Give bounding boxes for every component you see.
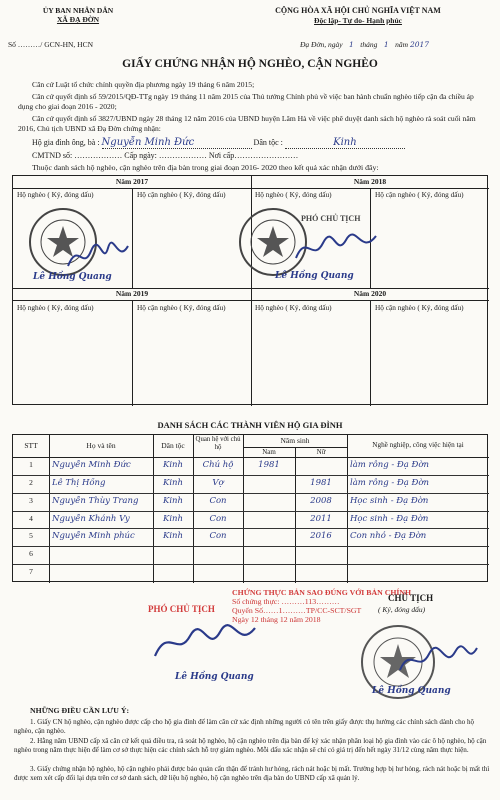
table-cell-stt: 3: [29, 495, 33, 505]
chairman-name: Lê Hồng Quang: [372, 686, 451, 696]
preamble-3: Căn cứ quyết định số 3827/UBND ngày 28 tháng 12 năm 2016 của UBND huyện Lâm Hà về việc phê duyệt danh sách hộ nghèo rà soát cuối năm 2016, Chủ tịch UBND xã Đạ Đờn chứng nhận:: [18, 114, 476, 133]
national-title: CỘNG HÒA XÃ HỘI CHỦ NGHĨA VIỆT NAM: [275, 6, 441, 15]
table-cell-relation: Con: [209, 513, 227, 524]
household-statement: Thuộc danh sách hộ nghèo, cận nghèo trên địa bàn trong giai đoạn 2016- 2020 theo kết quả xác nhận dưới đây:: [32, 163, 379, 172]
col-header-job: Nghề nghiệp, công việc hiện tại: [372, 441, 464, 449]
year-2017-near-poor: Hộ cận nghèo ( Ký, đóng dấu): [137, 190, 226, 199]
document-number: Số ………/ GCN-HN, HCN: [8, 40, 94, 49]
year-2017-poor: Hộ nghèo ( Ký, đóng dấu): [17, 190, 94, 199]
note-3: 3. Giấy chứng nhận hộ nghèo, hộ cận nghèo phải được bảo quản cẩn thận để tránh hư hỏng, rách nát hoặc bị mất. Trường hợp bị hư hỏng, rách nát hoặc bị mất thì được xem xét cấp đổi lại dựa trên cơ sở danh sách, dữ liệu hộ nghèo, hộ cận nghèo trên địa bàn do UBND cấp xã quản lý.: [14, 765, 490, 782]
col-header-relation: Quan hệ với chủ hộ: [195, 436, 241, 451]
signer-2017-name: Lê Hồng Quang: [33, 272, 112, 282]
year-2020-poor: Hộ nghèo ( Ký, đóng dấu): [255, 303, 332, 312]
col-header-name: Họ và tên: [86, 441, 116, 450]
table-cell-job: Học sinh - Đạ Đờn: [350, 495, 429, 506]
certified-copy-stamp: CHỨNG THỰC BẢN SAO ĐÚNG VỚI BẢN CHÍNH Số chứng thực: ………113……… Quyển Số……1………TP/CC-SCT/SGT Ngày 12 tháng 12 năm 2018: [232, 588, 412, 624]
members-title: DANH SÁCH CÁC THÀNH VIÊN HỘ GIA ĐÌNH: [157, 420, 343, 430]
table-cell-ethnic: Kinh: [162, 513, 184, 524]
signer-2018-title: PHÓ CHỦ TỊCH: [301, 214, 361, 223]
col-header-stt: STT: [24, 441, 38, 450]
signature-mark: [150, 618, 260, 668]
table-cell-stt: 2: [29, 477, 33, 487]
table-cell-stt: 5: [29, 531, 33, 541]
year-2020-near-poor: Hộ cận nghèo ( Ký, đóng dấu): [375, 303, 464, 312]
col-header-female: Nữ: [316, 448, 326, 456]
table-cell-ethnic: Kinh: [162, 495, 184, 506]
table-cell-female: 2016: [310, 531, 332, 542]
household-ethnic: Kinh: [285, 137, 405, 149]
issuer-line2: XÃ ĐẠ ĐỜN: [56, 15, 100, 24]
year-2020-label: Năm 2020: [353, 289, 387, 298]
deputy-chairman-name: Lê Hồng Quang: [175, 672, 254, 682]
year-2018-near-poor: Hộ cận nghèo ( Ký, đóng dấu): [375, 190, 464, 199]
table-cell-name: Lê Thị Hồng: [52, 477, 106, 488]
table-cell-name: Nguyễn Minh phúc: [52, 531, 135, 542]
table-cell-name: Nguyễn Thùy Trang: [52, 495, 139, 506]
member-rows: [13, 458, 489, 583]
col-header-ethnic: Dân tộc: [161, 441, 185, 450]
household-head-row: Hộ gia đình ông, bà : Nguyễn Minh Đức Dân tộc : Kinh: [32, 137, 405, 149]
issuer-line1: ỦY BAN NHÂN DÂN: [42, 6, 114, 15]
year-2019-poor: Hộ nghèo ( Ký, đóng dấu): [17, 303, 94, 312]
table-row: [13, 494, 489, 512]
table-cell-relation: Vợ: [212, 477, 224, 488]
signature-mark: [395, 640, 480, 680]
col-header-male: Nam: [262, 448, 276, 456]
table-cell-ethnic: Kinh: [162, 531, 184, 542]
preamble-2: Căn cứ quyết định số 59/2015/QĐ-TTg ngày 19 tháng 11 năm 2015 của Thủ tướng Chính phủ về việc ban hành chuẩn nghèo tiếp cận đa chiều áp dụng cho giai đoạn 2016 - 2020;: [18, 92, 474, 111]
table-cell-stt: 7: [29, 567, 33, 577]
notes-title: NHỮNG ĐIỀU CẦN LƯU Ý:: [30, 706, 130, 715]
document-title: GIẤY CHỨNG NHẬN HỘ NGHÈO, CẬN NGHÈO: [122, 58, 378, 70]
household-head-name: Nguyễn Minh Đức: [102, 137, 252, 149]
table-row: [13, 476, 489, 494]
table-cell-stt: 1: [29, 460, 33, 469]
table-cell-stt: 6: [29, 549, 33, 559]
table-cell-job: làm rông - Đạ Đờn: [350, 477, 430, 488]
table-cell-name: Nguyễn Khánh Vy: [52, 513, 130, 524]
grid-line: [132, 300, 133, 406]
grid-line: [13, 188, 489, 189]
table-cell-female: 2011: [310, 513, 332, 524]
table-row: [13, 547, 489, 565]
table-row: [13, 565, 489, 583]
table-cell-relation: Chủ hộ: [202, 460, 234, 470]
issue-date: Đạ Đờn, ngày 1 tháng 1 năm 2017: [300, 40, 430, 49]
table-cell-female: 2008: [310, 495, 332, 506]
grid-line: [370, 300, 371, 406]
grid-line: [13, 300, 489, 301]
table-cell-job: Học sinh - Đạ Đờn: [350, 513, 429, 524]
table-cell-ethnic: Kinh: [162, 460, 184, 470]
table-row: [13, 529, 489, 547]
members-table: [12, 434, 488, 582]
table-cell-relation: Con: [209, 531, 227, 542]
table-cell-job: Con nhỏ - Đạ Đờn: [350, 531, 427, 542]
deputy-chairman-title: PHÓ CHỦ TỊCH: [148, 604, 215, 614]
chairman-sign-note: ( Ký, đóng dấu): [378, 605, 426, 614]
national-motto: Độc lập- Tự do- Hạnh phúc: [314, 16, 402, 25]
table-cell-job: làm rông - Đạ Đờn: [350, 460, 430, 470]
table-row: [13, 458, 489, 476]
signer-2018-name: Lê Hồng Quang: [275, 271, 354, 281]
table-cell-name: Nguyễn Minh Đức: [52, 460, 131, 470]
table-row: [13, 512, 489, 530]
note-2: 2. Hằng năm UBND cấp xã căn cứ kết quả điều tra, rà soát hộ nghèo, hộ cận nghèo trên địa bàn để ký xác nhận phân loại hộ gia đình vào các ô hộ nghèo, hộ cận nghèo trong năm thực hiện để làm cơ sở thực hiện các chính sách hỗ trợ giảm nghèo. Mỗi dấu xác nhận sẽ chỉ có giá trị đến hết ngày 31/12 cùng năm thực hiện.: [14, 737, 487, 754]
year-2018-poor: Hộ nghèo ( Ký, đóng dấu): [255, 190, 332, 199]
year-2018-label: Năm 2018: [353, 177, 387, 186]
table-cell-male: 1981: [258, 460, 280, 470]
table-cell-stt: 4: [29, 513, 33, 523]
note-1: 1. Giấy CN hộ nghèo, cận nghèo được cấp cho hộ gia đình để làm căn cứ xác định những người có tên trên giấy được thụ hưởng các chính sách dành cho hộ nghèo, cận nghèo.: [14, 718, 475, 735]
table-cell-relation: Con: [209, 495, 227, 506]
preamble-1: Căn cứ Luật tổ chức chính quyền địa phương ngày 19 tháng 6 năm 2015;: [32, 80, 255, 89]
chairman-title: CHỦ TỊCH: [388, 593, 434, 603]
year-2017-label: Năm 2017: [115, 177, 149, 186]
signature-mark: [291, 228, 381, 268]
year-2019-label: Năm 2019: [115, 289, 149, 298]
signature-mark: [63, 236, 133, 276]
table-cell-female: 1981: [310, 477, 332, 488]
year-2019-near-poor: Hộ cận nghèo ( Ký, đóng dấu): [137, 303, 226, 312]
table-cell-ethnic: Kinh: [162, 477, 184, 488]
cmtnd-row: CMTND số: ……………… Cấp ngày: ……………… Nơi cấp……………………: [32, 151, 299, 160]
years-grid: [12, 175, 488, 405]
col-header-birth: Năm sinh: [280, 436, 310, 445]
